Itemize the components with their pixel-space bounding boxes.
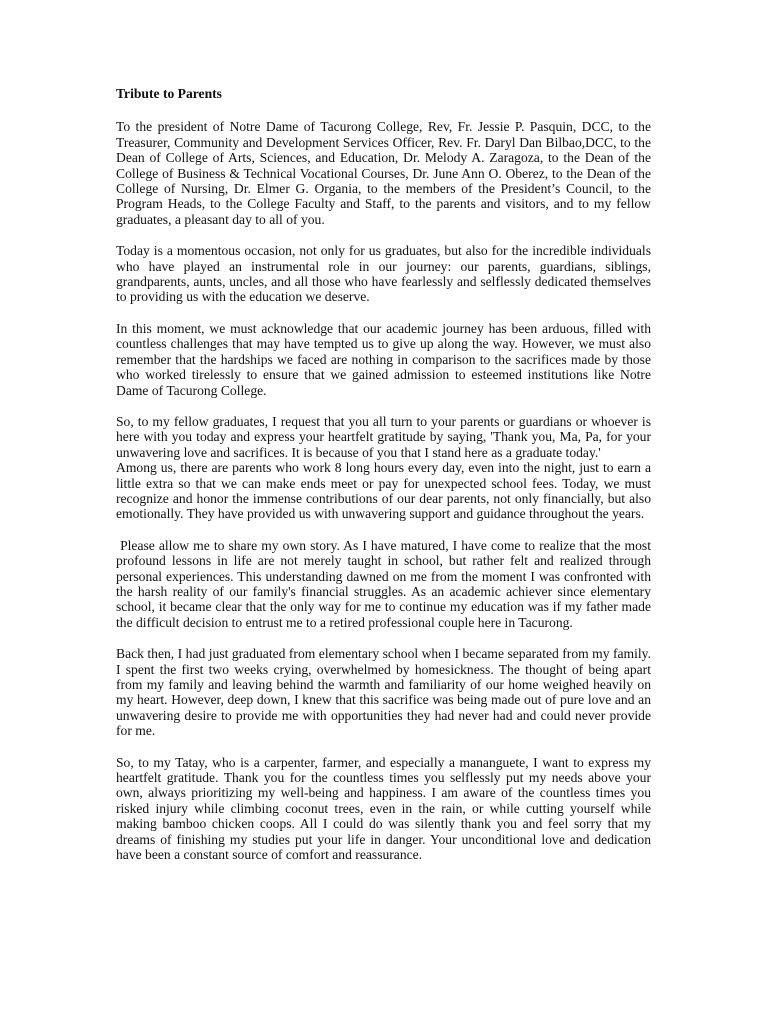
document-page	[116, 86, 655, 878]
paragraph-academic-journey: In this moment, we must acknowledge that our academic journey has been arduous, filled with countless challenges that may have tempted us to give up along the way. However, we must also remember that the hardships we faced are nothing in comparison to the sacrifices made by those who worked tirelessly to ensure that we gained admission to esteemed institutions like Notre Dame of Tacurong College.	[116, 320, 651, 398]
paragraph-parents-work: Among us, there are parents who work 8 long hours every day, even into the night, just to earn a little extra so that we can make ends meet or pay for unexpected school fees. Today, we must recognize and honor the immense contributions of our dear parents, not only financially, but also emotionally. They have provided us with unwavering support and guidance throughout the years.	[116, 460, 651, 522]
paragraph-salutation: To the president of Notre Dame of Tacurong College, Rev, Fr. Jessie P. Pasquin, DCC, to the Treasurer, Community and Development Services Officer, Rev. Fr. Daryl Dan Bilbao,DCC, to the Dean of College of Arts, Sciences, and Education, Dr. Melody A. Zaragoza, to the Dean of the College of Business & Technical Vocational Courses, Dr. June Ann O. Oberez, to the Dean of the College of Nursing, Dr. Elmer G. Organia, to the members of the President’s Council, to the Program Heads, to the College Faculty and Staff, to the parents and visitors, and to my fellow graduates, a pleasant day to all of you.	[116, 119, 651, 227]
paragraph-momentous-occasion: Today is a momentous occasion, not only for us graduates, but also for the incredible individuals who have played an instrumental role in our journey: our parents, guardians, siblings, grandparents, aunts, uncles, and all those who have fearlessly and selflessly dedicated themselves to providing us with the education we deserve.	[116, 243, 651, 305]
document-title: Tribute to Parents	[116, 86, 222, 101]
paragraph-request-gratitude: So, to my fellow graduates, I request that you all turn to your parents or guardians or whoever is here with you today and express your heartfelt gratitude by saying, 'Thank you, Ma, Pa, for your unwavering love and sacrifices. It is because of you that I stand here as a graduate today.'	[116, 413, 651, 460]
paragraph-own-story: Please allow me to share my own story. As I have matured, I have come to realize that the most profound lessons in life are not merely taught in school, but rather felt and realized through personal experiences. This understanding dawned on me from the moment I was confronted with the harsh reality of our family's financial struggles. As an academic achiever since elementary school, it became clear that the only way for me to continue my education was if my father made the difficult decision to entrust me to a retired professional couple here in Tacurong.	[116, 537, 655, 630]
paragraph-tatay: So, to my Tatay, who is a carpenter, farmer, and especially a mananguete, I want to express my heartfelt gratitude. Thank you for the countless times you selflessly put my needs above your own, always prioritizing my well-being and happiness. I am aware of the countless times you risked injury while climbing coconut trees, even in the rain, or while cutting yourself while making bamboo chicken coops. All I could do was silently thank you and feel sorry that my dreams of finishing my studies put your life in danger. Your unconditional love and dedication have been a constant source of comfort and reassurance.	[116, 754, 651, 863]
paragraph-separation: Back then, I had just graduated from elementary school when I became separated from my family. I spent the first two weeks crying, overwhelmed by homesickness. The thought of being apart from my family and leaving behind the warmth and familiarity of our home weighed heavily on my heart. However, deep down, I knew that this sacrifice was being made out of pure love and an unwavering desire to provide me with opportunities they had never had and could never provide for me.	[116, 646, 651, 739]
